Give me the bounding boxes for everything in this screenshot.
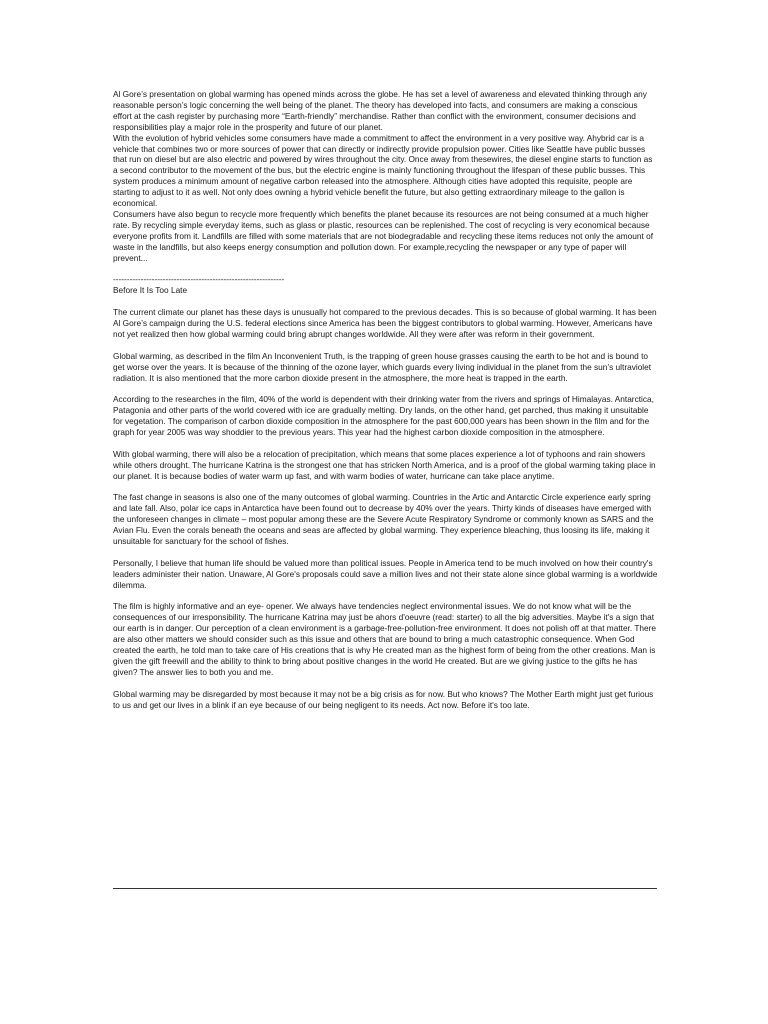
intro-paragraph-1: Al Gore’s presentation on global warming has opened minds across the globe. He has set a level of awareness and elevated thinking through any reasonable person’s logic concerning the well being of the planet. The theory has developed into facts, and consumers are making a conscious effort at the cash register by purchasing more “Earth-friendly” merchandise. Rather than conflict with the environment, consumer decisions and responsibilities play a major role in the prosperity and future of our planet. — [113, 89, 647, 132]
section-title: Before It Is Too Late — [113, 285, 188, 296]
dashed-divider: -------------------------------------------------------------- — [113, 274, 285, 285]
body-paragraph-1: The current climate our planet has these days is unusually hot compared to the previous decades. This is so because of global warming. It has been Al Gore’s campaign during the U.S. federal elections since America has been the biggest contributors to global warming. However, Americans have not yet realized then how global warming could bring abrupt changes worldwide. All they were after was reform in their government. — [113, 307, 657, 339]
body-paragraph-5: The fast change in seasons is also one of the many outcomes of global warming. Countries in the Artic and Antarctic Circle experience early spring and late fall. Also, polar ice caps in Antarctica have been found out to decrease by 40% over the years. Thirty kinds of diseases have emerged with the unforeseen changes in climate – most popular among these are the Severe Acute Respiratory Syndrome or commonly known as SARS and the Avian Flu. Even the corals beneath the oceans and seas are affected by global warming. They experience bleaching, thus loosing its life, making it unsuitable for sanctuary for the school of fishes. — [113, 492, 654, 547]
body-paragraph-7: The film is highly informative and an eye- opener. We always have tendencies neglect environmental issues. We do not know what will be the consequences of our irresponsibility. The hurricane Katrina may just be ahors d'oeuvre (read: starter) to all the big adversities. Maybe it's a sign that our earth is in danger. Our perception of a clean environment is a garbage-free-pollution-free environment. It does not polish off at that matter. There are also other matters we should consider such as this issue and others that are bound to bring a much catastrophic consequence. When God created the earth, he told man to take care of His creations that is why He created man as the highest form of being from the other creations. Man is given the gift freewill and the ability to think to bring about positive changes in the world He created. But are we giving justice to the gifts he has given? The answer lies to both you and me. — [113, 601, 656, 677]
intro-paragraph-2: With the evolution of hybrid vehicles some consumers have made a commitment to affect the environment in a very positive way. Ahybrid car is a vehicle that combines two or more sources of power that can directly or indirectly provide propulsion power. Cities like Seattle have public busses that run on diesel but are also electric and powered by wires throughout the city. Once away from thesewires, the diesel engine starts to function as a second contributor to the movement of the bus, but the electric engine is mainly functioning throughout the lifespan of these public busses. This system produces a minimum amount of negative carbon released into the atmosphere. Although cities have adopted this requisite, people are starting to adjust to it as well. Not only does owning a hybrid vehicle benefit the future, but also getting extraordinary mileage to the gallon is economical. — [113, 132, 653, 209]
document-body — [113, 89, 658, 711]
body-paragraph-2: Global warming, as described in the film An Inconvenient Truth, is the trapping of green house grasses causing the earth to be hot and is bound to get worse over the years. It is because of the thinning of the ozone layer, which guards every living individual in the planet from the sun’s ultraviolet radiation. It is also mentioned that the more carbon dioxide present in the atmosphere, the more heat is trapped in the earth. — [113, 350, 652, 383]
intro-paragraph-3: Consumers have also begun to recycle more frequently which benefits the planet because its resources are not being consumed at a much higher rate. By recycling simple everyday items, such as glass or plastic, resources can be replenished. The cost of recycling is very economical because everyone profits from it. Landfills are filled with some materials that are not biodegradable and recycling these items reduces not only the amount of waste in the landfills, but also keeps energy consumption and pollution down. For example,recycling the newspaper or any type of paper will prevent... — [113, 208, 654, 263]
body-paragraph-4: With global warming, there will also be a relocation of precipitation, which means that some places experience a lot of typhoons and rain showers while others drought. The hurricane Katrina is the strongest one that has stricken North America, and is a proof of the global warming taking place in our planet. It is because bodies of water warm up fast, and with warm bodies of water, hurricane can take place anytime. — [113, 448, 656, 481]
body-paragraph-3: According to the researches in the film, 40% of the world is dependent with their drinking water from the rivers and springs of Himalayas. Antarctica, Patagonia and other parts of the world covered with ice are gradually melting. Dry lands, on the other hand, get parched, thus making it unsuitable for vegetation. The comparison of carbon dioxide composition in the atmosphere for the past 600,000 years has been shown in the film and for the graph for year 2005 was way shoddier to the previous years. This year had the highest carbon dioxide composition in the atmosphere. — [113, 394, 654, 438]
body-paragraph-8: Global warming may be disregarded by most because it may not be a big crisis as for now. But who knows? The Mother Earth might just get furious to us and get our lives in a blink if an eye because of our being negligent to its needs. Act now. Before it's too late. — [113, 688, 654, 710]
bottom-rule — [113, 888, 657, 889]
body-paragraph-6: Personally, I believe that human life should be valued more than political issues. People in America tend to be much involved on how their country's leaders administer their nation. Unaware, Al Gore's proposals could save a million lives and not their state alone since global warming is a worldwide dilemma. — [113, 557, 658, 590]
